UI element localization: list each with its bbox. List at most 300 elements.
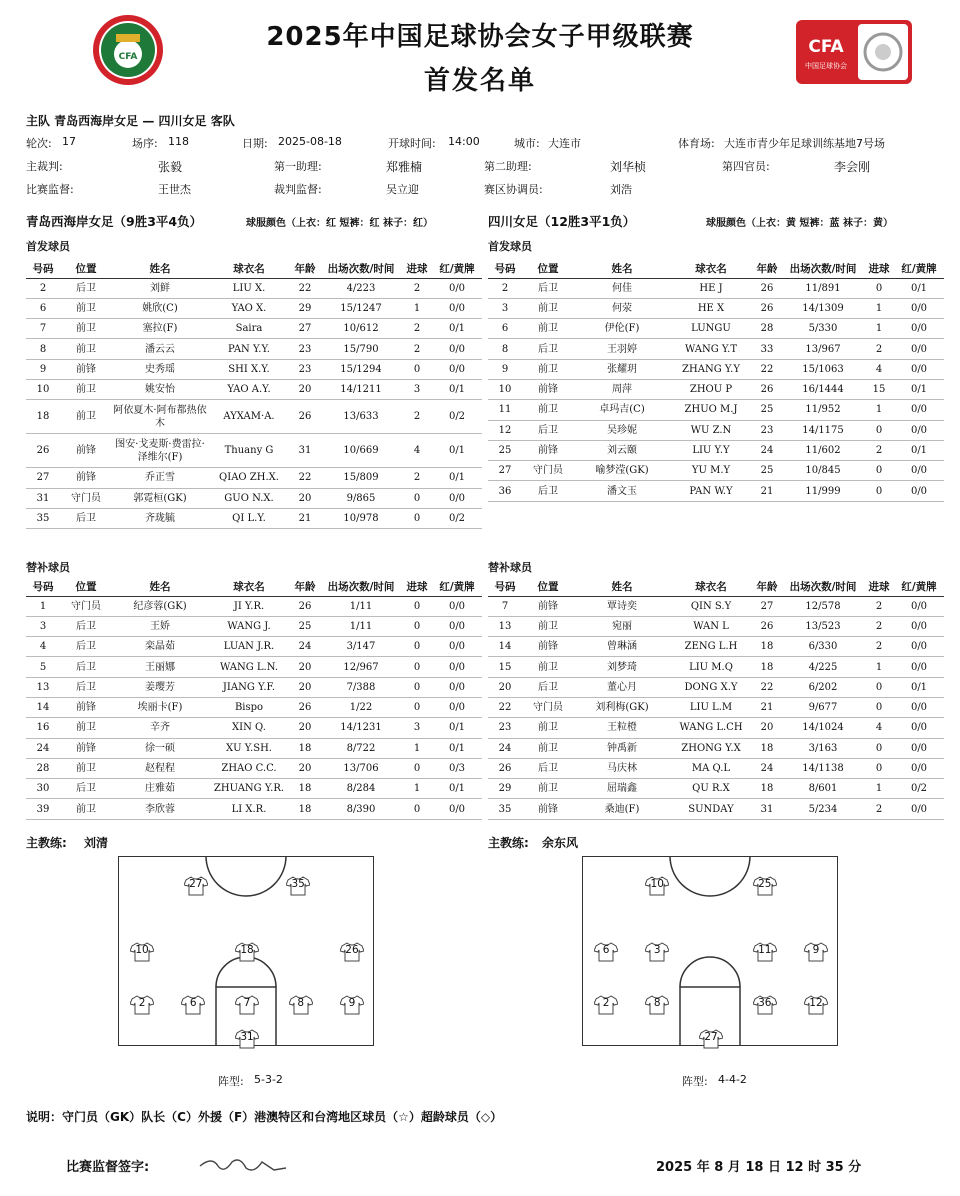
col-number: 26	[26, 434, 60, 468]
col-goals: 0	[864, 758, 894, 778]
col-cards: 0/0	[894, 738, 944, 758]
home-team-name: 青岛西海岸女足（9胜3平4负）	[26, 214, 203, 229]
jersey-icon	[340, 995, 364, 1015]
jersey-icon	[130, 942, 154, 962]
col-age: 18	[290, 799, 320, 819]
col-number: 11	[488, 400, 522, 420]
col-apps: 13/523	[782, 616, 864, 636]
venue-label: 体育场:	[678, 137, 715, 150]
coordinator-value: 刘浩	[610, 183, 632, 196]
col-position: 前卫	[60, 339, 112, 359]
col-age: 18	[290, 779, 320, 799]
col-jersey-name: YAO X.	[208, 298, 290, 318]
col-position: 守门员	[60, 596, 112, 616]
col-age: 26	[290, 400, 320, 434]
table-row	[26, 379, 482, 399]
home-subs-label: 替补球员	[26, 561, 70, 574]
jersey-icon	[594, 942, 618, 962]
col-position: 后卫	[522, 481, 574, 501]
col-cards-header: 红/黄牌	[432, 260, 482, 278]
col-jersey-name-header: 球衣名	[670, 260, 752, 278]
col-apps: 8/390	[320, 799, 402, 819]
home-subs-table	[26, 578, 482, 820]
col-name: 何荥	[574, 298, 670, 318]
col-position: 前卫	[60, 400, 112, 434]
col-goals: 2	[402, 339, 432, 359]
col-apps: 3/163	[782, 738, 864, 758]
col-age: 20	[290, 758, 320, 778]
col-number: 1	[26, 596, 60, 616]
fourth-official-label: 第四官员:	[722, 160, 770, 173]
col-goals: 2	[402, 400, 432, 434]
coordinator-label: 赛区协调员:	[484, 183, 543, 196]
col-name: 王丽娜	[112, 657, 208, 677]
col-cards: 0/0	[432, 616, 482, 636]
col-position: 后卫	[60, 657, 112, 677]
col-jersey-name: QIN S.Y	[670, 596, 752, 616]
jersey-number: 31	[240, 1031, 254, 1044]
col-jersey-name: LIU L.M	[670, 697, 752, 717]
col-jersey-name-header: 球衣名	[208, 578, 290, 596]
col-cards: 0/0	[432, 488, 482, 508]
col-name: 卓玛吉(C)	[574, 400, 670, 420]
col-goals: 4	[402, 434, 432, 468]
col-position-header: 位置	[522, 578, 574, 596]
table-row	[488, 379, 944, 399]
table-row	[26, 400, 482, 434]
col-age: 25	[752, 461, 782, 481]
jersey-number: 2	[138, 997, 146, 1010]
col-cards-header: 红/黄牌	[894, 578, 944, 596]
col-number: 6	[488, 319, 522, 339]
col-cards: 0/1	[432, 434, 482, 468]
col-position: 前卫	[522, 400, 574, 420]
col-apps: 11/891	[782, 278, 864, 298]
col-jersey-name: ZHUANG Y.R.	[208, 779, 290, 799]
col-name: 何佳	[574, 278, 670, 298]
col-name-header: 姓名	[112, 260, 208, 278]
table-row	[26, 468, 482, 488]
col-apps: 1/22	[320, 697, 402, 717]
col-cards-header: 红/黄牌	[432, 578, 482, 596]
table-row	[26, 508, 482, 528]
col-position: 前卫	[60, 298, 112, 318]
jersey-icon	[645, 995, 669, 1015]
col-age: 33	[752, 339, 782, 359]
col-cards: 0/0	[432, 596, 482, 616]
col-name: 宛丽	[574, 616, 670, 636]
col-goals: 0	[402, 508, 432, 528]
col-goals: 2	[864, 799, 894, 819]
col-position: 前卫	[522, 657, 574, 677]
col-age: 22	[290, 278, 320, 298]
col-number: 2	[488, 278, 522, 298]
away-subs-label: 替补球员	[488, 561, 532, 574]
col-apps: 14/1231	[320, 718, 402, 738]
col-goals: 2	[402, 278, 432, 298]
col-apps: 11/952	[782, 400, 864, 420]
col-jersey-name: HE J	[670, 278, 752, 298]
col-name: 潘云云	[112, 339, 208, 359]
col-name: 刘云颐	[574, 440, 670, 460]
col-number: 12	[488, 420, 522, 440]
col-age: 23	[290, 359, 320, 379]
col-apps: 14/1138	[782, 758, 864, 778]
col-position: 前卫	[60, 718, 112, 738]
col-age: 31	[752, 799, 782, 819]
col-goals: 0	[864, 461, 894, 481]
col-name: 马庆林	[574, 758, 670, 778]
col-position: 前锋	[60, 697, 112, 717]
supervisor-label: 比赛监督:	[26, 183, 74, 196]
col-jersey-name: DONG X.Y	[670, 677, 752, 697]
jersey-number: 18	[240, 944, 254, 956]
table-row	[488, 779, 944, 799]
col-cards: 0/1	[894, 677, 944, 697]
col-age: 26	[752, 379, 782, 399]
col-cards: 0/0	[432, 359, 482, 379]
col-number: 24	[488, 738, 522, 758]
col-name-header: 姓名	[574, 578, 670, 596]
col-apps: 1/11	[320, 596, 402, 616]
col-age: 22	[752, 359, 782, 379]
col-apps-header: 出场次数/时间	[782, 260, 864, 278]
col-position: 前卫	[60, 799, 112, 819]
col-cards: 0/0	[894, 481, 944, 501]
col-apps: 13/706	[320, 758, 402, 778]
col-cards: 0/0	[894, 461, 944, 481]
venue-value: 大连市青少年足球训练基地7号场	[724, 137, 885, 150]
col-position: 前卫	[60, 379, 112, 399]
col-cards: 0/0	[432, 298, 482, 318]
col-number: 36	[488, 481, 522, 501]
jersey-icon	[130, 995, 154, 1015]
jersey-number: 8	[297, 997, 305, 1010]
col-age: 23	[752, 420, 782, 440]
col-age-header: 年龄	[752, 260, 782, 278]
col-age: 22	[752, 677, 782, 697]
col-cards: 0/1	[432, 779, 482, 799]
col-number: 13	[26, 677, 60, 697]
col-jersey-name: WANG L.CH	[670, 718, 752, 738]
col-cards: 0/3	[432, 758, 482, 778]
col-name: 庄雅茹	[112, 779, 208, 799]
col-cards: 0/0	[894, 400, 944, 420]
col-apps: 14/1175	[782, 420, 864, 440]
home-formation: 5-3-2	[254, 1073, 283, 1086]
table-row	[26, 596, 482, 616]
table-row	[26, 637, 482, 657]
col-jersey-name: YAO A.Y.	[208, 379, 290, 399]
jersey-number: 12	[809, 997, 823, 1010]
table-row	[26, 657, 482, 677]
col-goals: 0	[864, 420, 894, 440]
col-name: 刘鲜	[112, 278, 208, 298]
col-cards: 0/0	[894, 319, 944, 339]
jersey-icon	[699, 1029, 723, 1049]
table-header-row	[26, 578, 482, 596]
col-cards: 0/0	[894, 758, 944, 778]
table-row	[26, 738, 482, 758]
col-cards: 0/0	[432, 799, 482, 819]
col-cards: 0/1	[432, 718, 482, 738]
col-jersey-name: YU M.Y	[670, 461, 752, 481]
col-position: 前卫	[522, 779, 574, 799]
col-age: 24	[752, 440, 782, 460]
col-apps: 14/1024	[782, 718, 864, 738]
away-starters-label: 首发球员	[488, 240, 532, 253]
col-number: 22	[488, 697, 522, 717]
col-cards: 0/0	[894, 420, 944, 440]
col-age: 21	[752, 481, 782, 501]
table-row	[488, 738, 944, 758]
col-cards: 0/1	[432, 319, 482, 339]
col-name: 李欣蓉	[112, 799, 208, 819]
city-value: 大连市	[548, 137, 581, 150]
kickoff-label: 开球时间:	[388, 137, 436, 150]
col-cards: 0/0	[894, 616, 944, 636]
col-cards: 0/0	[894, 799, 944, 819]
col-position: 前锋	[60, 468, 112, 488]
col-cards: 0/1	[894, 440, 944, 460]
col-goals: 1	[864, 400, 894, 420]
col-number: 13	[488, 616, 522, 636]
col-name: 姜璎芳	[112, 677, 208, 697]
jersey-icon	[753, 876, 777, 896]
col-jersey-name: WANG J.	[208, 616, 290, 636]
jersey-number: 3	[653, 944, 661, 956]
col-number: 26	[488, 758, 522, 778]
col-age: 21	[290, 508, 320, 528]
col-name: 纪彦蓉(GK)	[112, 596, 208, 616]
col-goals: 0	[402, 596, 432, 616]
away-kit: 球服颜色（上衣：黄 短裤：蓝 袜子：黄）	[706, 218, 893, 229]
home-coach-label: 主教练:	[26, 836, 67, 850]
col-number: 35	[26, 508, 60, 528]
table-row	[26, 718, 482, 738]
jersey-icon	[235, 942, 259, 962]
col-name: 乔正雪	[112, 468, 208, 488]
col-goals: 4	[864, 718, 894, 738]
col-apps: 15/809	[320, 468, 402, 488]
col-goals: 1	[864, 298, 894, 318]
col-age: 18	[752, 637, 782, 657]
col-cards: 0/1	[432, 379, 482, 399]
away-starters-table	[488, 260, 944, 502]
col-position: 前卫	[522, 616, 574, 636]
date-value: 2025-08-18	[278, 135, 342, 148]
supervisor-value: 王世杰	[158, 183, 191, 196]
table-row	[488, 596, 944, 616]
col-apps: 10/978	[320, 508, 402, 528]
col-apps: 9/865	[320, 488, 402, 508]
col-apps-header: 出场次数/时间	[320, 260, 402, 278]
table-row	[488, 400, 944, 420]
col-name: 姚欣(C)	[112, 298, 208, 318]
referee-value: 张毅	[158, 160, 183, 174]
table-row	[488, 616, 944, 636]
col-cards: 0/0	[894, 596, 944, 616]
matchup: 主队 青岛西海岸女足 — 四川女足 客队	[26, 114, 235, 128]
col-goals: 3	[402, 379, 432, 399]
jersey-number: 11	[758, 944, 772, 956]
col-number: 29	[488, 779, 522, 799]
col-name: 刘梦琦	[574, 657, 670, 677]
col-position: 前卫	[522, 359, 574, 379]
col-jersey-name: ZHAO C.C.	[208, 758, 290, 778]
col-goals: 0	[402, 758, 432, 778]
col-jersey-name: WANG L.N.	[208, 657, 290, 677]
col-position: 前卫	[522, 319, 574, 339]
col-number: 6	[26, 298, 60, 318]
col-age: 26	[752, 278, 782, 298]
home-formation-pitch	[118, 856, 374, 1046]
col-age: 18	[752, 779, 782, 799]
col-goals: 0	[402, 637, 432, 657]
col-jersey-name: HE X	[670, 298, 752, 318]
col-cards: 0/0	[432, 677, 482, 697]
col-jersey-name: PAN W.Y	[670, 481, 752, 501]
col-number: 30	[26, 779, 60, 799]
col-cards: 0/1	[894, 379, 944, 399]
col-goals: 2	[864, 616, 894, 636]
col-number: 25	[488, 440, 522, 460]
col-age: 22	[290, 468, 320, 488]
ar2-label: 第二助理:	[484, 160, 532, 173]
col-goals: 1	[402, 738, 432, 758]
col-cards: 0/0	[432, 637, 482, 657]
col-age: 18	[290, 738, 320, 758]
col-apps: 8/284	[320, 779, 402, 799]
cfa-logo	[796, 20, 912, 84]
col-jersey-name: ZHONG Y.X	[670, 738, 752, 758]
col-goals: 2	[402, 468, 432, 488]
col-position: 前锋	[60, 434, 112, 468]
jersey-number: 25	[758, 877, 772, 890]
svg-text:CFA: CFA	[118, 52, 138, 62]
col-name: 栾晶茹	[112, 637, 208, 657]
table-row	[26, 488, 482, 508]
col-apps: 15/1063	[782, 359, 864, 379]
col-name: 吴珍妮	[574, 420, 670, 440]
seq-value: 118	[168, 135, 189, 148]
col-position: 后卫	[60, 278, 112, 298]
col-name: 徐一硕	[112, 738, 208, 758]
col-position: 后卫	[60, 677, 112, 697]
col-jersey-name: XU Y.SH.	[208, 738, 290, 758]
table-row	[488, 799, 944, 819]
col-number: 9	[26, 359, 60, 379]
table-row	[26, 339, 482, 359]
col-jersey-name: LI X.R.	[208, 799, 290, 819]
col-position: 前锋	[522, 440, 574, 460]
col-goals-header: 进球	[402, 578, 432, 596]
col-age: 21	[752, 697, 782, 717]
col-apps: 10/612	[320, 319, 402, 339]
page-title: 2025年中国足球协会女子甲级联赛	[266, 22, 694, 52]
col-apps: 10/845	[782, 461, 864, 481]
jersey-number: 6	[189, 997, 197, 1010]
col-position: 守门员	[522, 697, 574, 717]
table-row	[26, 359, 482, 379]
col-cards: 0/0	[432, 657, 482, 677]
col-position-header: 位置	[522, 260, 574, 278]
col-cards: 0/2	[894, 779, 944, 799]
ref-supervisor-label: 裁判监督:	[274, 183, 322, 196]
col-name: 钟禹新	[574, 738, 670, 758]
col-cards: 0/1	[894, 278, 944, 298]
col-age: 20	[290, 379, 320, 399]
col-name: 赵程程	[112, 758, 208, 778]
col-apps: 7/388	[320, 677, 402, 697]
col-name: 刘利梅(GK)	[574, 697, 670, 717]
jersey-icon	[753, 942, 777, 962]
table-row	[488, 657, 944, 677]
col-name: 王羽婷	[574, 339, 670, 359]
jersey-icon	[753, 995, 777, 1015]
col-number: 14	[26, 697, 60, 717]
jersey-number: 10	[135, 944, 149, 956]
home-starters-table	[26, 260, 482, 529]
col-position: 后卫	[60, 779, 112, 799]
table-row	[488, 758, 944, 778]
jersey-number: 7	[243, 997, 251, 1010]
col-number-header: 号码	[26, 578, 60, 596]
col-jersey-name: SUNDAY	[670, 799, 752, 819]
fourth-official-value: 李会刚	[834, 160, 871, 174]
col-jersey-name: ZHANG Y.Y	[670, 359, 752, 379]
col-jersey-name: Thuany G	[208, 434, 290, 468]
col-apps: 5/234	[782, 799, 864, 819]
col-number: 2	[26, 278, 60, 298]
col-position: 守门员	[522, 461, 574, 481]
col-jersey-name: SHI X.Y.	[208, 359, 290, 379]
col-cards: 0/1	[432, 468, 482, 488]
away-subs-table	[488, 578, 944, 820]
col-age-header: 年龄	[290, 578, 320, 596]
col-name: 潘文玉	[574, 481, 670, 501]
col-goals-header: 进球	[864, 260, 894, 278]
col-age: 26	[290, 596, 320, 616]
col-cards: 0/0	[894, 339, 944, 359]
col-number: 14	[488, 637, 522, 657]
col-age: 20	[752, 718, 782, 738]
col-position: 后卫	[522, 278, 574, 298]
col-number: 8	[26, 339, 60, 359]
supervisor-signature	[196, 1150, 288, 1180]
pitch-markings	[582, 856, 838, 1046]
col-number-header: 号码	[488, 260, 522, 278]
city-label: 城市:	[514, 137, 540, 150]
col-name: 张耀玥	[574, 359, 670, 379]
col-age: 25	[290, 616, 320, 636]
col-age: 28	[752, 319, 782, 339]
col-name: 齐珑毓	[112, 508, 208, 528]
col-goals: 2	[864, 596, 894, 616]
col-goals: 0	[864, 738, 894, 758]
col-position: 前锋	[522, 799, 574, 819]
col-position: 前锋	[522, 379, 574, 399]
jersey-icon	[804, 942, 828, 962]
table-row	[488, 319, 944, 339]
col-jersey-name: ZHUO M.J	[670, 400, 752, 420]
col-position: 前锋	[60, 359, 112, 379]
col-apps: 8/722	[320, 738, 402, 758]
col-age: 23	[290, 339, 320, 359]
col-jersey-name: QIAO ZH.X.	[208, 468, 290, 488]
table-row	[26, 779, 482, 799]
col-name-header: 姓名	[574, 260, 670, 278]
